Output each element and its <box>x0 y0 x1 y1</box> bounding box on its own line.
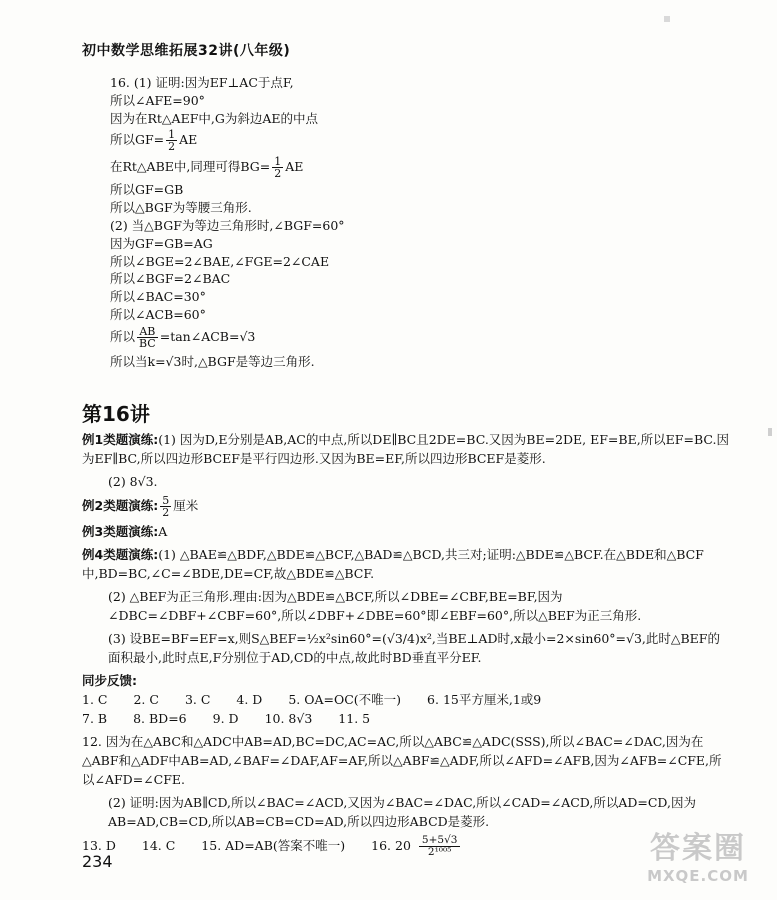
denominator: 2 <box>274 167 282 181</box>
numerator: 1 <box>168 128 176 142</box>
answer-item: 11. 5 <box>338 711 371 726</box>
answer-item: 4. D <box>236 692 263 707</box>
bg-equation <box>110 156 670 179</box>
answer-item: 3. C <box>184 692 211 707</box>
text-line: 所以∠AFE=90° <box>110 92 205 108</box>
example-label: 例4类题演练: <box>82 547 159 562</box>
example-text: (1) △BAE≌△BDF,△BDE≌△BCF,△BAD≌△BCD,共三对;证明:△BDE≌△BCF.在△BDE和△BCF中,BD=BC,∠C=∠BDE,DE=CF,故△BDE≌△BCF. <box>82 547 704 581</box>
bg-prefix: 在Rt△ABE中,同理可得BG= <box>110 159 271 175</box>
answer-item: 13. D <box>82 838 116 853</box>
text-line: (2) 当△BGF为等边三角形时,∠BGF=60° <box>110 217 345 233</box>
answers-row-2 <box>82 709 732 728</box>
watermark-text: 答案圈 <box>650 831 746 866</box>
denominator: 2¹⁰⁰⁵ <box>427 846 452 858</box>
answer-item: 10. 8√3 <box>264 711 313 726</box>
example-label: 例2类题演练: <box>82 498 159 513</box>
answer-item: 6. 15平方厘米,1或9 <box>427 692 542 707</box>
text-line: 所以当k=√3时,△BGF是等边三角形. <box>110 353 315 369</box>
example-4-part3: (3) 设BE=BF=EF=x,则S△BEF=½x²sin60°=(√3/4)x²,当BE⊥AD时,x最小=2×sin60°=√3,此时△BEF的面积最小,此时点E,F分别位于AD,CD的中点,故此时BD垂直平分EF. <box>108 631 720 665</box>
denominator: 2 <box>162 506 170 519</box>
example-2-paragraph <box>82 495 732 518</box>
example-label: 例1类题演练: <box>82 432 159 447</box>
text-line: 所以∠ACB=60° <box>110 306 206 322</box>
text-line: 所以GF=GB <box>110 182 184 198</box>
denominator: BC <box>139 336 156 350</box>
text-line: 因为GF=GB=AG <box>110 235 213 251</box>
ratio-prefix: 所以 <box>110 328 136 344</box>
ratio-suffix: =tan∠ACB=√3 <box>159 328 256 344</box>
answer-item: 5. OA=OC(不唯一) <box>288 692 402 707</box>
header-corner-mark <box>664 16 670 22</box>
fraction <box>160 495 171 518</box>
example-4-part2: (2) △BEF为正三角形.理由:因为△BDE≌△BCF,所以∠DBE=∠CBF,BE=BF,因为∠DBC=∠DBF+∠CBF=60°,所以∠DBF+∠DBE=60°即∠EBF=60°,所以△BEF为正三角形. <box>108 589 642 623</box>
answer-item: 2. C <box>133 692 159 707</box>
example-4-paragraph <box>82 545 732 583</box>
numerator: AB <box>137 326 158 338</box>
lecture-answers-block <box>82 430 732 858</box>
gf-suffix: AE <box>179 132 198 148</box>
text-line: 所以△BGF为等腰三角形. <box>110 200 252 216</box>
numerator: 5+5√3 <box>419 835 461 847</box>
sync-feedback-label: 同步反馈: <box>82 673 137 688</box>
bg-suffix: AE <box>285 159 304 175</box>
text-line: 所以∠BAC=30° <box>110 289 206 305</box>
example-3-paragraph <box>82 522 732 541</box>
answers-row-1 <box>82 690 732 709</box>
watermark-url: MXQE.COM <box>647 867 749 885</box>
text-line: 所以∠BGF=2∠BAC <box>110 271 231 287</box>
gf-equation <box>110 129 670 152</box>
example-text: (1) 因为D,E分别是AB,AC的中点,所以DE∥BC且2DE=BC.又因为BE=2DE, EF=BE,所以EF=BC.因为EF∥BC,所以四边形BCEF是平行四边形.又因为BE=EF,所以四边形BCEF是菱形. <box>82 432 729 466</box>
text-line: 16. (1) 证明:因为EF⊥AC于点F, <box>110 75 294 90</box>
answer-item: 16. 20 <box>371 838 411 853</box>
fraction <box>272 156 283 179</box>
book-header-title: 初中数学思维拓展32讲(八年级) <box>82 43 291 59</box>
unit-text: 厘米 <box>173 498 199 513</box>
example-1-paragraph <box>82 430 732 468</box>
numerator: 1 <box>274 155 282 169</box>
example-1-part2: (2) 8√3. <box>108 474 158 489</box>
answer-item: 9. D <box>212 711 239 726</box>
watermark-logo <box>628 832 768 894</box>
text-line: 所以∠BGE=2∠BAE,∠FGE=2∠CAE <box>110 253 330 269</box>
answer-item: 1. C <box>82 692 108 707</box>
fraction <box>137 326 158 349</box>
answer-item: 15. AD=AB(答案不唯一) <box>201 838 346 853</box>
answer-item: 8. BD=6 <box>133 711 187 726</box>
fraction <box>166 129 177 152</box>
solution-16-block <box>110 74 670 371</box>
answer-item: 14. C <box>141 838 176 853</box>
lecture-heading: 第16讲 <box>82 402 150 426</box>
numerator: 5 <box>162 494 170 507</box>
answer-text: A <box>158 524 168 539</box>
denominator: 2 <box>168 140 176 154</box>
margin-mark <box>768 428 772 436</box>
answer-12-part2: (2) 证明:因为AB∥CD,所以∠BAC=∠ACD,又因为∠BAC=∠DAC,所以∠CAD=∠ACD,所以AD=CD,因为AB=AD,CB=CD,所以AB=CB=CD=AD,所以四边形ABCD是菱形. <box>108 795 696 829</box>
example-label: 例3类题演练: <box>82 524 159 539</box>
gf-prefix: 所以GF= <box>110 132 165 148</box>
fraction <box>419 835 461 858</box>
text-line: 因为在Rt△AEF中,G为斜边AE的中点 <box>110 110 318 126</box>
answer-item: 7. B <box>82 711 108 726</box>
ratio-equation <box>110 326 670 349</box>
page-number: 234 <box>82 852 113 871</box>
answer-12-part1: 12. 因为在△ABC和△ADC中AB=AD,BC=DC,AC=AC,所以△ABC≌△ADC(SSS),所以∠BAC=∠DAC,因为在△ABF和△ADF中AB=AD,∠BAF=∠DAF,AF=AF,所以△ABF≌△ADF,所以∠AFD=∠AFB,因为∠AFB=∠CFE,所以∠AFD=∠CFE. <box>82 734 722 787</box>
